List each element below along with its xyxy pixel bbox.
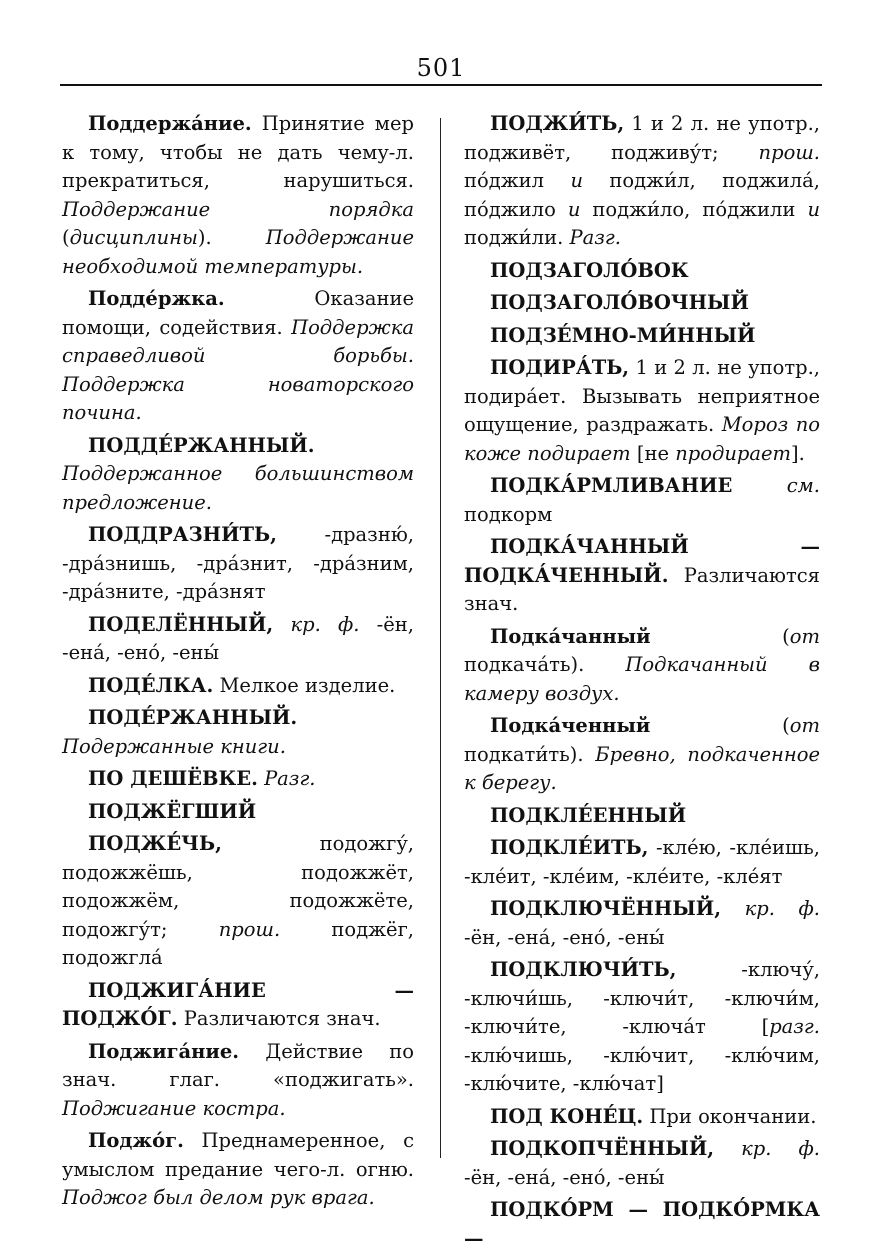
dictionary-entry	[62, 1127, 414, 1213]
entry-text: 1 и 2 л. не употр., подживёт, подживу́т;	[464, 112, 820, 164]
entry-headword: ПОДКЛЮЧЁННЫЙ,	[490, 897, 721, 920]
dictionary-entry	[464, 1103, 820, 1132]
entry-example: Поддержка справедливой борьбы. Поддержка новаторского почина.	[62, 315, 414, 424]
dictionary-entry	[464, 956, 820, 1099]
entry-text: 1 и 2 л. не употр., подира́ет. Вызывать неприятное ощущение, раздражать.	[464, 356, 820, 436]
entry-example: Поддержание порядка	[62, 197, 414, 221]
entry-text: (	[650, 714, 790, 737]
header-rule	[60, 84, 822, 86]
dictionary-entry	[464, 895, 820, 952]
entry-example: от	[789, 624, 820, 648]
dictionary-entry	[464, 110, 820, 253]
entry-headword: ПОДКЛЕ́ЕННЫЙ	[490, 803, 687, 827]
entry-headword: ПОДЖИ́ТЬ,	[490, 112, 625, 135]
entry-text: -ён, -ена́, -ено́, -ены́	[464, 1165, 665, 1189]
entry-text: поджи́ло, по́джили	[580, 197, 808, 221]
entry-text: подкорм	[464, 502, 553, 526]
dictionary-entry	[464, 1135, 820, 1192]
entry-example: кр. ф.	[741, 1137, 820, 1160]
dictionary-entry	[464, 712, 820, 798]
entry-example: и	[567, 197, 581, 221]
entry-headword: Подка́ченный	[490, 714, 651, 737]
entry-example: и	[570, 169, 584, 192]
entry-text: Мелкое изделие.	[213, 673, 396, 697]
left-column	[62, 110, 414, 1217]
entry-example: Поджог был делом рук врага.	[62, 1186, 375, 1209]
dictionary-entry	[62, 1038, 414, 1124]
entry-headword: ПОДКА́РМЛИВАНИЕ	[490, 474, 733, 497]
entry-text: подкача́ть).	[464, 653, 626, 676]
dictionary-entry	[464, 257, 820, 286]
entry-headword: Подде́ржка.	[88, 287, 225, 310]
dictionary-entry	[464, 1196, 820, 1253]
entry-text: поджи́ли.	[464, 226, 570, 249]
dictionary-entry	[464, 472, 820, 529]
dictionary-entry	[62, 611, 414, 668]
entry-text: Преднамеренное, с умыслом предание чего-л. огню.	[62, 1129, 414, 1181]
entry-example: дисциплины	[69, 226, 198, 249]
entry-example: прош.	[758, 140, 820, 164]
entry-example: Мороз по коже подирает	[464, 413, 821, 465]
entry-example: продирает	[675, 441, 792, 465]
entry-headword: ПОДЕЛЁННЫЙ,	[88, 612, 274, 636]
entry-headword: ПОДКО́РМ — ПОДКО́РМКА —	[464, 1198, 820, 1250]
entry-text: -ён, -ена́, -ено́, -ены́	[62, 612, 414, 664]
entry-headword: ПОДЗАГОЛО́ВОК	[490, 258, 689, 282]
entry-headword: ПОДКОПЧЁННЫЙ,	[490, 1137, 715, 1160]
dictionary-entry	[62, 672, 414, 701]
entry-text: ].	[791, 441, 805, 465]
entry-example: разг.	[769, 1015, 820, 1038]
entry-text: Действие по знач. глаг. «поджигать».	[62, 1039, 414, 1091]
dictionary-entry	[464, 533, 820, 619]
entry-text: -клю́чишь, -клю́чит, -клю́чим, -клю́чите, -клю́чат]	[464, 1043, 820, 1095]
entry-example: Поддержание необходимой температуры.	[62, 226, 414, 278]
dictionary-entry	[464, 834, 820, 891]
dictionary-entry	[62, 977, 414, 1034]
entry-example: кр. ф.	[290, 612, 360, 636]
entry-text: -ключу́, -ключи́шь, -ключи́т, -ключи́м, -ключи́те, -ключа́т [	[464, 958, 820, 1038]
entry-headword: ПОДДРАЗНИ́ТЬ,	[88, 523, 277, 546]
dictionary-entry	[464, 354, 820, 468]
entry-text: поджи́л, поджила́, по́джило	[464, 169, 820, 221]
entry-text: Различаются знач.	[177, 1007, 381, 1030]
entry-example: Поджигание костра.	[62, 1096, 286, 1120]
entry-example: см.	[786, 474, 820, 497]
entry-headword: Подка́чанный	[490, 624, 651, 648]
column-divider	[440, 118, 441, 1158]
entry-headword: ПОДЖИГА́НИЕ — ПОДЖО́Г.	[62, 978, 414, 1030]
entry-text: поджёг, подожгла́	[62, 917, 414, 969]
entry-headword: ПОДЕ́ЛКА.	[88, 673, 214, 697]
entry-headword: ПОДЗАГОЛО́ВОЧНЫЙ	[490, 291, 749, 314]
entry-headword: Поджига́ние.	[88, 1039, 240, 1063]
entry-headword: ПОДКА́ЧАННЫЙ — ПОДКА́ЧЕННЫЙ.	[464, 535, 820, 587]
dictionary-entry	[464, 289, 820, 318]
entry-text: (	[62, 226, 70, 249]
entry-text: -кле́ю, -кле́ишь, -кле́ит, -кле́им, -кле́ите, -кле́ят	[464, 836, 820, 888]
entry-headword: ПОДЕ́РЖАННЫЙ.	[88, 706, 298, 729]
entry-text	[721, 897, 745, 920]
right-column	[464, 110, 820, 1257]
entry-text: подожгу́, подожжёшь, подожжёт, подожжём, подожжёте, подожгу́т;	[62, 832, 414, 941]
entry-text: Оказание помощи, содействия.	[62, 287, 414, 339]
entry-headword: ПОДИРА́ТЬ,	[490, 356, 630, 379]
entry-headword: ПОДКЛЕ́ИТЬ,	[490, 836, 649, 859]
entry-headword: ПОД КОНЕ́Ц.	[490, 1104, 644, 1128]
entry-text: (	[650, 624, 790, 648]
dictionary-entry	[62, 798, 414, 827]
entry-text: по́джил	[464, 169, 571, 192]
entry-headword: ПОДДЕ́РЖАННЫЙ.	[88, 433, 315, 457]
entry-text: -дразню́, -дра́знишь, -дра́знит, -дра́зним, -дра́зните, -дра́знят	[62, 523, 414, 603]
entry-text	[714, 1137, 741, 1160]
entry-example: и	[807, 197, 820, 221]
dictionary-entry	[62, 830, 414, 973]
entry-example: Разг.	[264, 767, 316, 790]
entry-text: Различаются знач.	[464, 563, 820, 615]
dictionary-entry	[464, 322, 820, 351]
entry-text: Принятие мер к тому, чтобы не дать чему-л. прекратиться, нарушиться.	[62, 112, 414, 192]
dictionary-entry	[62, 521, 414, 607]
dictionary-entry	[62, 765, 414, 794]
entry-example: Бревно, подкаченное к берегу.	[464, 742, 820, 794]
entry-headword: ПОДЖЁГШИЙ	[88, 799, 257, 823]
entry-headword: Поддержа́ние.	[88, 112, 252, 135]
entry-example: прош.	[218, 917, 281, 941]
entry-example: Подержанные книги.	[62, 734, 286, 758]
entry-text: подкати́ть).	[464, 742, 596, 766]
entry-example: кр. ф.	[744, 897, 820, 920]
entry-example: Подкачанный в камеру воздух.	[464, 653, 821, 705]
entry-text: -ён, -ена́, -ено́, -ены́	[464, 925, 665, 949]
dictionary-entry	[62, 285, 414, 428]
entry-text: При окончании.	[643, 1104, 817, 1128]
entry-headword: ПО ДЕШЁВКЕ.	[88, 767, 258, 790]
entry-example: от	[789, 714, 820, 737]
page-number: 501	[416, 54, 466, 82]
dictionary-entry	[464, 623, 820, 709]
dictionary-entry	[62, 704, 414, 761]
entry-text: ).	[197, 226, 266, 249]
entry-headword: ПОДЖЕ́ЧЬ,	[88, 832, 222, 855]
entry-text	[732, 474, 786, 497]
entry-example: Поддержанное большинством предложение.	[62, 462, 414, 514]
entry-example: Разг.	[569, 226, 621, 249]
dictionary-entry	[62, 432, 414, 518]
entry-text	[273, 613, 290, 636]
entry-headword: Поджо́г.	[88, 1129, 184, 1152]
entry-headword: ПОДКЛЮЧИ́ТЬ,	[490, 958, 677, 981]
dictionary-entry	[62, 110, 414, 281]
entry-text: [не	[630, 441, 676, 465]
dictionary-entry	[464, 802, 820, 831]
entry-headword: ПОДЗЕ́МНО-МИ́ННЫЙ	[490, 323, 756, 347]
